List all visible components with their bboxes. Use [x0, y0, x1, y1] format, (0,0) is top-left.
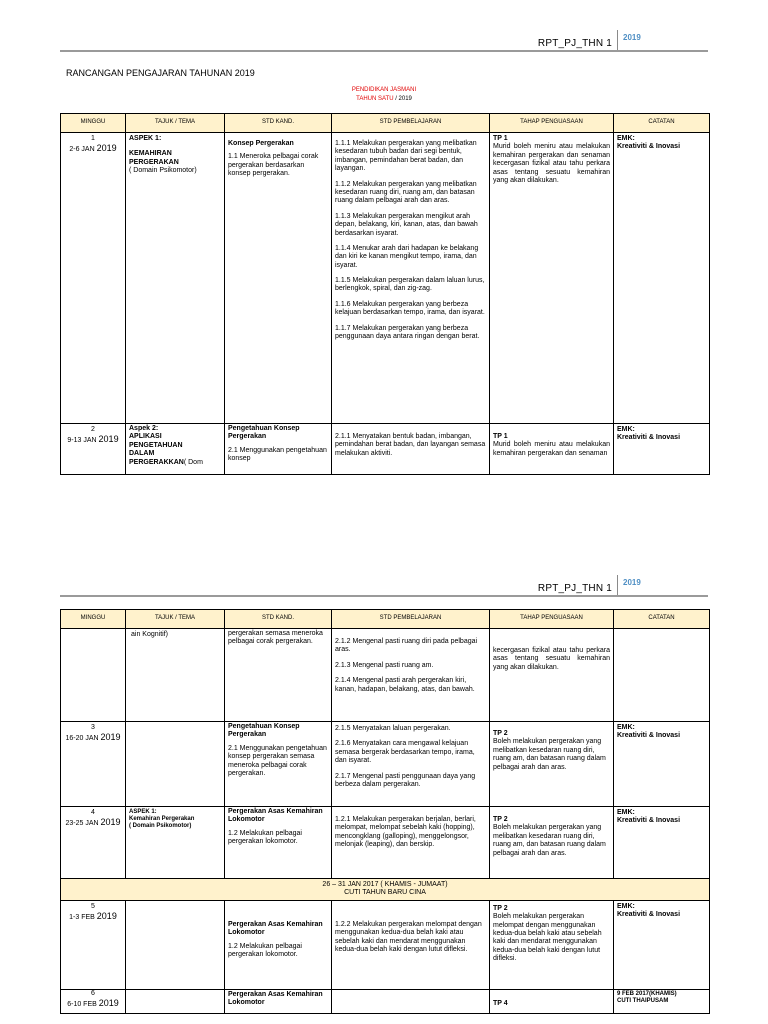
header-year: 2019: [623, 578, 641, 587]
catatan-cell: [614, 629, 710, 722]
tajuk-cell: Aspek 2: APLIKASI PENGETAHUAN DALAM PERGERAKKAN( Dom: [126, 424, 225, 475]
subject-year-line: TAHUN SATU / 2019: [356, 96, 412, 102]
col-std-pembelajaran: STD PEMBELAJARAN: [332, 114, 490, 133]
week-cell: 3 16-20 JAN 2019: [61, 722, 126, 807]
page-header-1: [0, 28, 768, 68]
std-pembelajaran-cell: 1.2.1 Melakukan pergerakan berjalan, berlari, melompat, melompat sebelah kaki (hopping), mencongklang (galloping), menggelongsor, melonjak (leaping), dan berskip.: [332, 807, 490, 879]
col-std-kand: STD KAND.: [225, 610, 332, 629]
col-catatan: CATATAN: [614, 114, 710, 133]
col-minggu: MINGGU: [61, 610, 126, 629]
std-pembelajaran-cell: 1.1.1 Melakukan pergerakan yang melibatkan kesedaran tubuh badan dari segi bentuk, imbangan, pemindahan berat badan, dan layangan. 1.1.2 Melakukan pergerakan yang melibatkan kesedaran ruang diri, ruang am, dan batasan ruang dalam pelbagai arah dan aras. 1.1.3 Melakukan pergerakan mengikut arah depan, belakang, kiri, kanan, atas, dan bawah berdasarkan isyarat. 1.1.4 Menukar arah dari hadapan ke belakang dan kiri ke kanan mengikut tempo, irama, dan isyarat. 1.1.5 Melakukan pergerakan dalam laluan lurus, berlengkok, spiral, dan zig-zag. 1.1.6 Melakukan pergerakan yang berbeza kelajuan berdasarkan tempo, irama, dan isyarat. 1.1.7 Melakukan pergerakan yang berbeza penggunaan daya antara ringan dengan berat.: [332, 133, 490, 424]
tahap-cell: TP 1 Murid boleh meniru atau melakukan kemahiran pergerakan dan senaman: [490, 424, 614, 475]
std-pembelajaran-cell: [332, 989, 490, 1013]
tajuk-cell: [126, 722, 225, 807]
std-pembelajaran-cell: 1.2.2 Melakukan pergerakan melompat dengan menggunakan kedua-dua belah kaki atau sebelah kaki dan mendarat menggunakan kedua-dua belah kaki dengan lutut difleksi.: [332, 900, 490, 989]
col-minggu: MINGGU: [61, 114, 126, 133]
subject-title: PENDIDIKAN JASMANI: [351, 87, 417, 93]
tajuk-cell: ain Kognitif): [126, 629, 225, 722]
col-tajuk: TAJUK / TEMA: [126, 610, 225, 629]
col-tahap-penguasaan: TAHAP PENGUASAAN: [490, 610, 614, 629]
table-header-row: [61, 114, 710, 133]
std-kand-cell: Pergerakan Asas Kemahiran Lokomotor 1.2 Melakukan pelbagai pergerakan lokomotor.: [225, 807, 332, 879]
std-pembelajaran-cell: 2.1.2 Mengenal pasti ruang diri pada pelbagai aras. 2.1.3 Mengenal pasti ruang am. 2.1.4 Mengenal pasti arah pergerakan kiri, kanan, hadapan, belakang, atas, dan bawah.: [332, 629, 490, 722]
doc-code: RPT_PJ_THN 1: [537, 38, 612, 49]
std-kand-cell: Pengetahuan Konsep Pergerakan 2.1 Menggunakan pengetahuan konsep: [225, 424, 332, 475]
std-kand-cell: Pengetahuan Konsep Pergerakan 2.1 Menggunakan pengetahuan konsep pergerakan semasa meneroka pelbagai corak pergerakan.: [225, 722, 332, 807]
header-rule: [60, 50, 708, 52]
catatan-cell: 9 FEB 2017(KHAMIS) CUTI THAIPUSAM: [614, 989, 710, 1013]
week-cell: 2 9-13 JAN 2019: [61, 424, 126, 475]
std-kand-cell: Pergerakan Asas Kemahiran Lokomotor 1.2 Melakukan pelbagai pergerakan lokomotor.: [225, 900, 332, 989]
std-kand-cell: Pergerakan Asas Kemahiran Lokomotor: [225, 989, 332, 1013]
table-header-row: [61, 610, 710, 629]
tahap-cell: TP 2 Boleh melakukan pergerakan yang melibatkan kesedaran ruang diri, ruang am, dan batasan ruang dalam pelbagai arah dan aras.: [490, 807, 614, 879]
header-divider: [617, 30, 618, 50]
tahap-cell: TP 4: [490, 989, 614, 1013]
week-cell: 4 23-25 JAN 2019: [61, 807, 126, 879]
std-pembelajaran-cell: 2.1.5 Menyatakan laluan pergerakan. 2.1.6 Menyatakan cara mengawal kelajuan semasa bergerak berdasarkan tempo, irama, dan isyarat. 2.1.7 Mengenal pasti penggunaan daya yang berbeza dalam pergerakan.: [332, 722, 490, 807]
doc-code: RPT_PJ_THN 1: [537, 583, 612, 594]
catatan-cell: EMK: Kreativiti & Inovasi: [614, 807, 710, 879]
table-row: [61, 807, 710, 879]
week-cell: [61, 629, 126, 722]
tahap-cell: TP 1 Murid boleh meniru atau melakukan kemahiran pergerakan dan senaman kecergasan fizikal atau tahu perkara asas tentang sesuatu kemahiran yang akan dilakukan.: [490, 133, 614, 424]
std-kand-cell: Konsep Pergerakan 1.1 Meneroka pelbagai corak pergerakan berdasarkan konsep pergerakan.: [225, 133, 332, 424]
holiday-cell: 26 – 31 JAN 2017 ( KHAMIS - JUMAAT) CUTI TAHUN BARU CINA: [61, 879, 710, 901]
catatan-cell: EMK: Kreativiti & Inovasi: [614, 722, 710, 807]
col-tahap-penguasaan: TAHAP PENGUASAAN: [490, 114, 614, 133]
catatan-cell: EMK: Kreativiti & Inovasi: [614, 424, 710, 475]
header-year: 2019: [623, 33, 641, 42]
header-rule: [60, 595, 708, 597]
plan-table-2: [60, 609, 710, 1014]
tajuk-cell: ASPEK 1: Kemahiran Pergerakan ( Domain Psikomotor): [126, 807, 225, 879]
table-row: [61, 900, 710, 989]
week-cell: 1 2-6 JAN 2019: [61, 133, 126, 424]
document-title: RANCANGAN PENGAJARAN TAHUNAN 2019: [66, 68, 255, 78]
page-header-2: [0, 573, 768, 613]
col-catatan: CATATAN: [614, 610, 710, 629]
catatan-cell: EMK: Kreativiti & Inovasi: [614, 133, 710, 424]
tajuk-cell: ASPEK 1: KEMAHIRAN PERGERAKAN ( Domain Psikomotor): [126, 133, 225, 424]
col-std-kand: STD KAND.: [225, 114, 332, 133]
week-cell: 6 6-10 FEB 2019: [61, 989, 126, 1013]
table-row: [61, 629, 710, 722]
col-tajuk: TAJUK / TEMA: [126, 114, 225, 133]
tajuk-cell: [126, 900, 225, 989]
table-row: [61, 133, 710, 424]
table-row: [61, 722, 710, 807]
table-row: [61, 989, 710, 1013]
plan-table-1: [60, 113, 710, 475]
std-kand-cell: pergerakan semasa meneroka pelbagai corak pergerakan.: [225, 629, 332, 722]
catatan-cell: EMK: Kreativiti & Inovasi: [614, 900, 710, 989]
tahap-cell: kecergasan fizikal atau tahu perkara asas tentang sesuatu kemahiran yang akan dilakukan.: [490, 629, 614, 722]
tajuk-cell: [126, 989, 225, 1013]
tahap-cell: TP 2 Boleh melakukan pergerakan yang melibatkan kesedaran ruang diri, ruang am, dan batasan ruang dalam pelbagai arah dan aras.: [490, 722, 614, 807]
col-std-pembelajaran: STD PEMBELAJARAN: [332, 610, 490, 629]
table-row: [61, 424, 710, 475]
tahap-cell: TP 2 Boleh melakukan pergerakan melompat dengan menggunakan kedua-dua belah kaki atau sebelah kaki dan mendarat menggunakan kedua-dua belah kaki dengan lutut difleksi.: [490, 900, 614, 989]
std-pembelajaran-cell: 2.1.1 Menyatakan bentuk badan, imbangan, pemindahan berat badan, dan layangan semasa melakukan aktiviti.: [332, 424, 490, 475]
holiday-row: [61, 879, 710, 901]
header-divider: [617, 575, 618, 595]
week-cell: 5 1-3 FEB 2019: [61, 900, 126, 989]
